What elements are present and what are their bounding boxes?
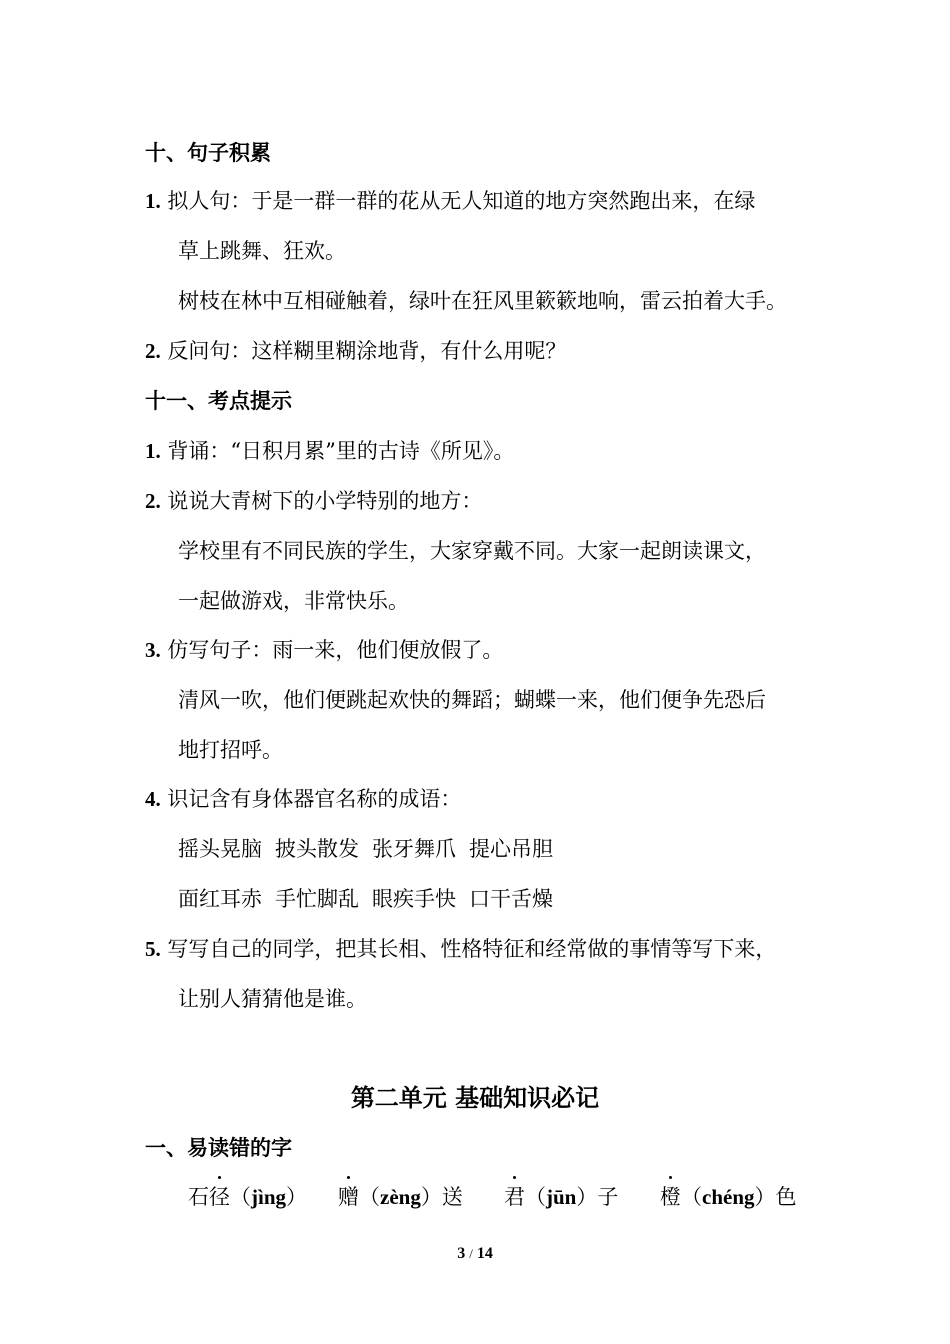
item-text: 背诵：“日积月累”里的古诗《所见》。 <box>160 439 515 463</box>
item-text: 识记含有身体器官名称的成语： <box>160 787 462 811</box>
item-continuation: 让别人猜猜他是谁。 <box>178 987 367 1011</box>
item-text: 写写自己的同学，把其长相、性格特征和经常做的事情等写下来， <box>160 937 777 961</box>
item-number: 5. <box>145 937 161 961</box>
list-item <box>145 487 482 515</box>
list-item <box>145 187 755 215</box>
item-number: 2. <box>145 339 161 363</box>
section-heading-exam-tips: 十一、考点提示 <box>145 389 292 413</box>
emphasized-character: 径 <box>209 1185 230 1209</box>
emphasized-character: 橙 <box>660 1185 681 1209</box>
current-page: 3 <box>457 1245 466 1262</box>
total-pages: 14 <box>476 1245 493 1262</box>
answer-line: 清风一吹，他们便跳起欢快的舞蹈；蝴蝶一来，他们便争先恐后 <box>178 688 766 712</box>
example-sentence: 树枝在林中互相碰触着，绿叶在狂风里簌簌地响，雷云拍着大手。 <box>178 289 787 313</box>
section-heading-easily-misread-characters: 一、易读错的字 <box>145 1136 292 1160</box>
item-suffix: 子 <box>597 1185 619 1209</box>
pinyin: jūn <box>546 1185 577 1209</box>
answer-line: 学校里有不同民族的学生，大家穿戴不同。大家一起朗读课文， <box>178 539 766 563</box>
idiom-row <box>178 835 566 863</box>
pronunciation-item: 橙（chéng）色 <box>660 1185 797 1209</box>
idiom-row <box>178 885 566 913</box>
item-number: 2. <box>145 489 161 513</box>
pinyin: jìng <box>251 1185 287 1209</box>
list-item <box>145 935 776 963</box>
list-item <box>145 636 503 664</box>
list-item <box>145 785 461 813</box>
idiom: 摇头晃脑 <box>178 837 262 861</box>
item-continuation: 草上跳舞、狂欢。 <box>178 239 346 263</box>
pinyin: chéng <box>702 1185 755 1209</box>
item-number: 3. <box>145 638 161 662</box>
idiom: 提心吊胆 <box>469 837 553 861</box>
idiom: 口干舌燥 <box>469 887 553 911</box>
item-number: 1. <box>145 189 161 213</box>
pinyin: zèng <box>380 1185 421 1209</box>
item-number: 1. <box>145 439 161 463</box>
pronunciation-item: 君（jūn）子 <box>504 1185 619 1209</box>
pronunciation-item: 赠（zèng）送 <box>338 1185 463 1209</box>
answer-line: 地打招呼。 <box>178 738 283 762</box>
item-number: 4. <box>145 787 161 811</box>
idiom: 张牙舞爪 <box>372 837 456 861</box>
item-suffix: 送 <box>441 1185 463 1209</box>
item-text: 说说大青树下的小学特别的地方： <box>160 489 483 513</box>
section-heading-sentence-accumulation: 十、句子积累 <box>145 141 271 165</box>
item-suffix: 色 <box>775 1185 797 1209</box>
unit-title: 第二单元 基础知识必记 <box>350 1084 600 1112</box>
item-text: 仿写句子：雨一来，他们便放假了。 <box>160 638 504 662</box>
item-prefix: 石 <box>188 1185 209 1209</box>
answer-line: 一起做游戏，非常快乐。 <box>178 589 409 613</box>
emphasized-character: 君 <box>504 1185 525 1209</box>
page-number <box>0 1243 950 1265</box>
list-item <box>145 337 566 365</box>
item-text: 反问句：这样糊里糊涂地背，有什么用呢？ <box>160 339 567 363</box>
idiom: 眼疾手快 <box>372 887 456 911</box>
list-item <box>145 437 514 465</box>
idiom: 手忙脚乱 <box>275 887 359 911</box>
idiom: 披头散发 <box>275 837 359 861</box>
idiom: 面红耳赤 <box>178 887 262 911</box>
item-text: 拟人句：于是一群一群的花从无人知道的地方突然跑出来，在绿 <box>160 189 756 213</box>
page-separator: / <box>469 1246 473 1261</box>
emphasized-character: 赠 <box>338 1185 359 1209</box>
pronunciation-item: 石径（jìng） <box>188 1185 308 1209</box>
